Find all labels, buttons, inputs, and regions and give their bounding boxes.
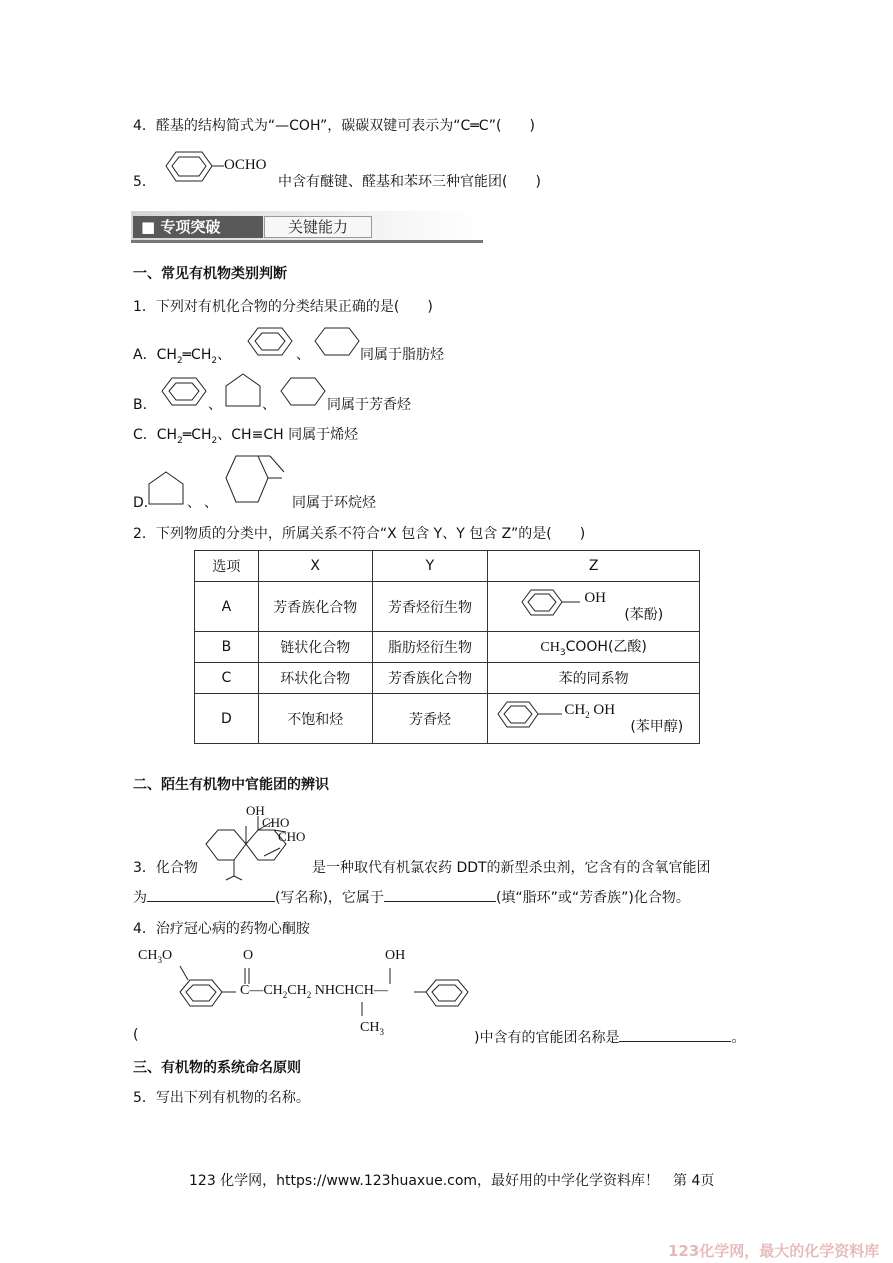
banner-key-ability: 关键能力 (264, 216, 372, 238)
table-row (195, 694, 700, 744)
q4-methoxy-label: $CH_3O$ (138, 948, 173, 965)
table-cell: 芳香族化合物 (258, 582, 372, 632)
table-row (195, 663, 700, 694)
benzyl-alcohol-structure-icon (496, 700, 568, 730)
benzyl-alcohol-name: (苯甲醇) (630, 719, 684, 735)
cyclohexane-ring-icon (313, 326, 363, 358)
option-b-prefix: B． (133, 397, 157, 413)
page-footer: 123 化学网，https://www.123huaxue.com，最好用的中学化学资料库！ 第 4页 (189, 1173, 715, 1189)
q4-ch3-label: $CH_3$ (360, 1020, 384, 1037)
table-header-row (195, 551, 700, 582)
table-header-cell: Y (372, 551, 488, 582)
phenol-name: (苯酚) (624, 607, 664, 623)
cyclohexane-ring-icon (279, 376, 329, 408)
option-a: A．$CH_2═CH_2$、 (133, 347, 232, 366)
table-cell: 链状化合物 (258, 632, 372, 663)
question-4-stem: 4．治疗冠心病的药物心酮胺 (133, 921, 310, 937)
table-cell: $CH_3COOH$(乙酸) (488, 632, 700, 663)
table-cell: 芳香烃 (372, 694, 488, 744)
option-d-separator-1: 、 (187, 495, 201, 511)
review-item-5-number: 5． (133, 174, 156, 190)
q4-open-paren: ( (133, 1027, 139, 1043)
option-d-suffix: 同属于环烷烃 (292, 495, 376, 511)
phenol-structure-icon (520, 588, 586, 618)
option-c: C．$CH_2═CH_2$、CH≡CH 同属于烯烃 (133, 427, 359, 446)
option-b-separator-1: 、 (208, 397, 222, 413)
q4-chain-label: $C—CH_2CH_2$ NHCHCH— (240, 983, 388, 1000)
section-1-heading: 一、常见有机物类别判断 (133, 266, 287, 282)
question-3-label: 3．化合物 (133, 860, 198, 876)
table-cell: 不饱和烃 (258, 694, 372, 744)
table-header-cell: X (258, 551, 372, 582)
banner-special-topic: ■ 专项突破 (133, 216, 263, 238)
table-cell: A (195, 582, 259, 632)
question-3-line-2: 为 (写名称)，它属于 (填“脂环”或“芳香族”)化合物。 (133, 887, 690, 907)
section-3-heading: 三、有机物的系统命名原则 (133, 1060, 301, 1076)
benzene-ring-icon (160, 376, 210, 408)
cyclopentane-ring-icon (224, 372, 266, 408)
question-2-stem: 2．下列物质的分类中，所属关系不符合“X 包含 Y、Y 包含 Z”的是( ) (133, 526, 586, 542)
table-row (195, 582, 700, 632)
table-cell: 芳香烃衍生物 (372, 582, 488, 632)
table-cell: C (195, 663, 259, 694)
table-header-cell: 选项 (195, 551, 259, 582)
option-a-separator: 、 (296, 347, 310, 363)
q4-oh-label: OH (385, 948, 406, 963)
site-watermark: 123化学网，最大的化学资料库 (668, 1242, 880, 1260)
table-cell: 芳香族化合物 (372, 663, 488, 694)
table-cell: 脂肪烃衍生物 (372, 632, 488, 663)
q4-carbonyl-o-label: O (243, 948, 254, 963)
table-cell (488, 694, 700, 744)
table-cell: B (195, 632, 259, 663)
q3-cho-label-1: CHO (262, 815, 290, 830)
option-b-suffix: 同属于芳香烃 (327, 397, 411, 413)
section-2-heading: 二、陌生有机物中官能团的辨识 (133, 777, 329, 793)
table-cell (488, 582, 700, 632)
table-cell: 苯的同系物 (488, 663, 700, 694)
answer-blank[interactable] (384, 887, 496, 902)
classification-table (194, 550, 700, 744)
review-item-4: 4．醛基的结构简式为“—COH”，碳碳双键可表示为“C═C”( ) (133, 118, 535, 134)
q3-cho-label-2: CHO (278, 829, 306, 844)
decalin-compound-structure-icon (198, 818, 308, 882)
answer-blank[interactable] (147, 887, 275, 902)
option-d-separator-2: 、 (204, 495, 218, 511)
table-cell: D (195, 694, 259, 744)
question-5-stem: 5．写出下列有机物的名称。 (133, 1090, 310, 1106)
table-cell: 环状化合物 (258, 663, 372, 694)
banner-rule (131, 240, 483, 243)
q4-answer-line: )中含有的官能团名称是 。 (474, 1027, 745, 1047)
benzyl-alcohol-group-label: $CH_2$ OH (564, 702, 616, 720)
phenol-oh-label: OH (584, 590, 606, 606)
methylcyclohexane-icon (222, 452, 292, 506)
question-1-stem: 1．下列对有机化合物的分类结果正确的是( ) (133, 299, 433, 315)
table-row (195, 632, 700, 663)
review-item-5-text: 中含有醚键、醛基和苯环三种官能团( ) (278, 174, 541, 190)
option-b-separator-2: 、 (262, 397, 276, 413)
benzene-ring-icon (158, 150, 228, 186)
ocho-group-label: OCHO (224, 157, 267, 173)
option-a-suffix: 同属于脂肪烃 (360, 347, 444, 363)
benzene-ring-icon (246, 326, 296, 358)
cyclopentane-ring-icon (147, 470, 189, 506)
option-d-prefix: D． (133, 495, 158, 511)
q3-oh-label: OH (246, 803, 265, 818)
table-header-cell: Z (488, 551, 700, 582)
question-3-text: 是一种取代有机氯农药 DDT的新型杀虫剂，它含有的含氧官能团 (312, 860, 711, 876)
answer-blank[interactable] (619, 1027, 731, 1042)
